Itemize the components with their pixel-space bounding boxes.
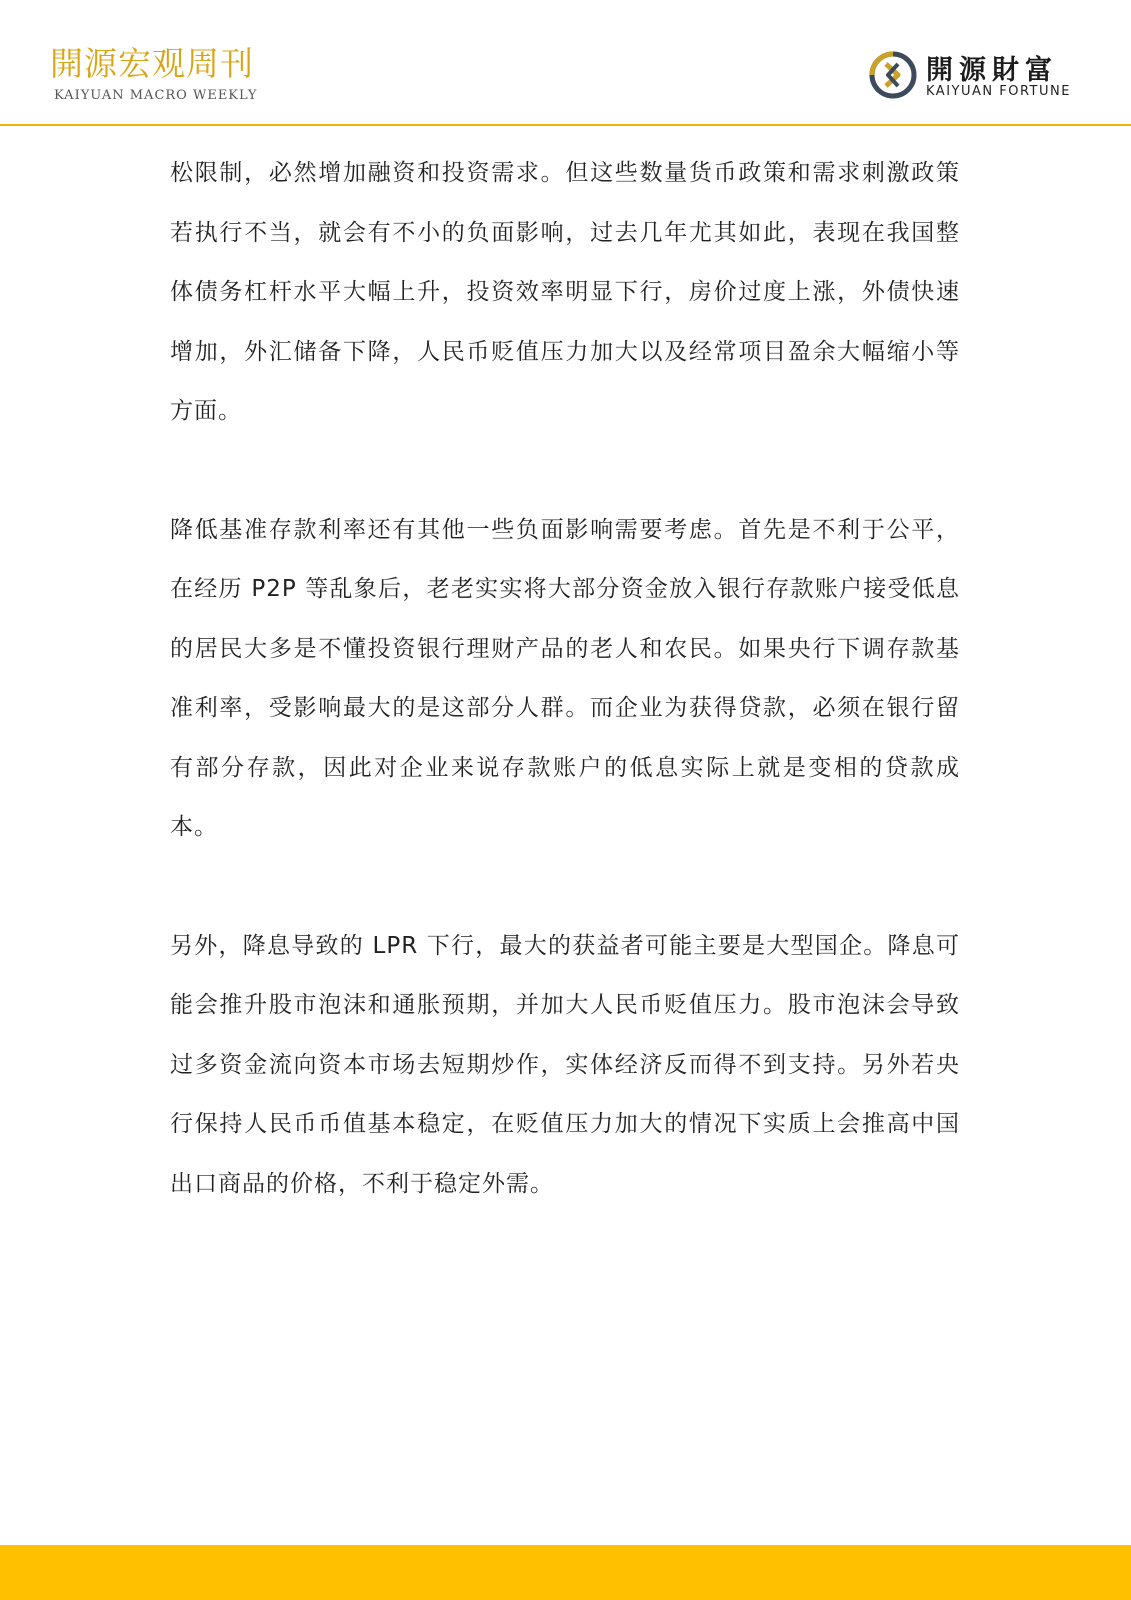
kaiyuan-fortune-logo	[868, 46, 1108, 106]
footer-band	[0, 1545, 1131, 1600]
page-header	[0, 0, 1131, 126]
article-body	[170, 144, 960, 1214]
paragraph: 降低基准存款利率还有其他一些负面影响需要考虑。首先是不利于公平，在经历 P2P 等乱象后，老老实实将大部分资金放入银行存款账户接受低息的居民大多是不懂投资银行理财产品的老人和农民。如果央行下调存款基准利率，受影响最大的是这部分人群。而企业为获得贷款，必须在银行留有部分存款，因此对企业来说存款账户的低息实际上就是变相的贷款成本。	[170, 516, 960, 840]
kaiyuan-fortune-logo-icon	[868, 50, 918, 100]
paragraph: 松限制，必然增加融资和投资需求。但这些数量货币政策和需求刺激政策若执行不当，就会有不小的负面影响，过去几年尤其如此，表现在我国整体债务杠杆水平大幅上升，投资效率明显下行，房价过度上涨，外债快速增加，外汇储备下降，人民币贬值压力加大以及经常项目盈余大幅缩小等方面。	[170, 160, 960, 424]
header-divider	[0, 124, 1131, 126]
publication-title: 開源宏观周刊	[50, 44, 254, 83]
publication-subtitle: KAIYUAN MACRO WEEKLY	[54, 88, 258, 103]
logo-chinese-name: 開源財富	[926, 55, 1058, 86]
logo-english-name: KAIYUAN FORTUNE	[926, 84, 1071, 99]
paragraph: 另外，降息导致的 LPR 下行，最大的获益者可能主要是大型国企。降息可能会推升股市泡沫和通胀预期，并加大人民币贬值压力。股市泡沫会导致过多资金流向资本市场去短期炒作，实体经济反而得不到支持。另外若央行保持人民币币值基本稳定，在贬值压力加大的情况下实质上会推高中国出口商品的价格，不利于稳定外需。	[170, 932, 960, 1197]
